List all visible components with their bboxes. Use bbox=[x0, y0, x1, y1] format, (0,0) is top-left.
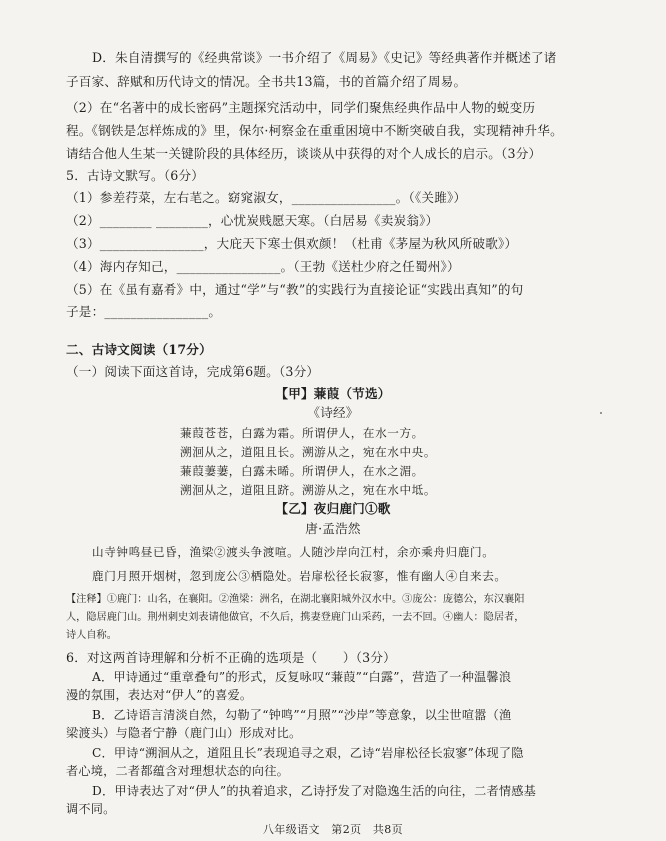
recitation-item-2: （2）________ ________，心忧炭贱愿天寒。（白居易《卖炭翁》） bbox=[66, 213, 439, 228]
recitation-item-4: （4）海内存知己，________________。（王勃《送杜少府之任蜀州》） bbox=[66, 259, 460, 274]
poem-yi-line-1: 山寺钟鸣昼已昏，渔梁②渡头争渡喧。人随沙岸向江村，余亦乘舟归鹿门。 bbox=[92, 545, 495, 559]
option-d-line-1: D．朱自清撰写的《经典常谈》一书介绍了《周易》《史记》等经典著作并概述了诸 bbox=[92, 50, 557, 65]
question-4-2-line-2: 程。《钢铁是怎样炼成的》里，保尔·柯察金在重重困境中不断突破自我，实现精神升华。 bbox=[66, 123, 563, 138]
section-2-heading: 二、古诗文阅读（17分） bbox=[66, 342, 212, 357]
option-c-line-1: C．甲诗“溯洄从之，道阻且长”表现追寻之艰，乙诗“岩扉松径长寂寥”体现了隐 bbox=[92, 746, 524, 760]
option-c-line-2: 者心境，二者都蕴含对理想状态的向往。 bbox=[66, 764, 289, 778]
page-footer: 八年级语文 第2页 共8页 bbox=[262, 823, 404, 836]
poem-yi-title: 【乙】夜归鹿门①歌 bbox=[275, 501, 391, 516]
poem-jia-line-2: 溯洄从之，道阻且长。溯游从之，宛在水中央。 bbox=[180, 445, 437, 459]
poem-jia-line-4: 溯洄从之，道阻且跻。溯游从之，宛在水中坻。 bbox=[180, 483, 437, 497]
subsection-1-instruction: （一）阅读下面这首诗，完成第6题。（3分） bbox=[66, 364, 320, 379]
poem-jia-line-3: 蒹葭萋萋，白露未晞。所谓伊人，在水之湄。 bbox=[180, 464, 424, 478]
poem-jia-title: 【甲】蒹葭（节选） bbox=[275, 386, 391, 401]
option-b-line-1: B．乙诗语言清淡自然，勾勒了“钟鸣”“月照”“沙岸”等意象，以尘世喧嚣（渔 bbox=[92, 708, 512, 722]
recitation-item-5-line-1: （5）在《虽有嘉肴》中，通过“学”与“教”的实践行为直接论证“实践出真知”的句 bbox=[66, 282, 524, 297]
annotation-line-3: 诗人自称。 bbox=[66, 630, 117, 641]
question-5-heading: 5．古诗文默写。（6分） bbox=[66, 168, 205, 183]
poem-yi-line-2: 鹿门月照开烟树，忽到庞公③栖隐处。岩扉松径长寂寥，惟有幽人④自来去。 bbox=[92, 569, 507, 583]
option-d-line-1-q6: D．甲诗表达了对“伊人”的执着追求，乙诗抒发了对隐逸生活的向往，二者情感基 bbox=[92, 784, 537, 798]
annotation-line-1: 【注释】①鹿门：山名，在襄阳。②渔梁：洲名，在湖北襄阳城外汉水中。③庞公：庞德公，东汉襄阳 bbox=[66, 594, 525, 605]
option-b-line-2: 梁渡头）与隐者宁静（鹿门山）形成对比。 bbox=[66, 726, 302, 740]
option-a-line-1: A．甲诗通过“重章叠句”的形式，反复咏叹“蒹葭”“白露”，营造了一种温馨浪 bbox=[92, 670, 512, 684]
poem-jia-line-1: 蒹葭苍苍，白露为霜。所谓伊人，在水一方。 bbox=[180, 426, 424, 440]
option-a-line-2: 漫的氛围，表达对“伊人”的喜爱。 bbox=[66, 688, 253, 702]
recitation-item-1: （1）参差荇菜，左右芼之。窈窕淑女，________________。（《关雎》） bbox=[66, 190, 467, 205]
question-6-stem: 6．对这两首诗理解和分析不正确的选项是（ ）（3分） bbox=[66, 650, 396, 665]
annotation-line-2: 人，隐居鹿门山。荆州刺史刘表请他做官，不久后，携妻登鹿门山采药，一去不回。④幽人：隐居者， bbox=[66, 612, 525, 623]
option-d-line-2-q6: 调不同。 bbox=[66, 802, 116, 816]
option-d-line-2: 子百家、辞赋和历代诗文的情况。全书共13篇，书的首篇介绍了周易。 bbox=[66, 74, 467, 89]
poem-yi-author: 唐·孟浩然 bbox=[305, 521, 361, 536]
question-4-2-line-1: （2）在“名著中的成长密码”主题探究活动中，同学们聚焦经典作品中人物的蜕变历 bbox=[66, 100, 536, 115]
question-4-2-line-3: 请结合他人生某一关键阶段的具体经历，谈谈从中获得的对个人成长的启示。（3分） bbox=[66, 146, 542, 161]
recitation-item-5-line-2: 子是：________________。 bbox=[66, 304, 222, 319]
poem-jia-source: 《诗经》 bbox=[307, 405, 359, 420]
scan-speck bbox=[600, 412, 602, 414]
recitation-item-3: （3）________________，大庇天下寒士俱欢颜！（杜甫《茅屋为秋风所破歌》） bbox=[66, 236, 518, 251]
